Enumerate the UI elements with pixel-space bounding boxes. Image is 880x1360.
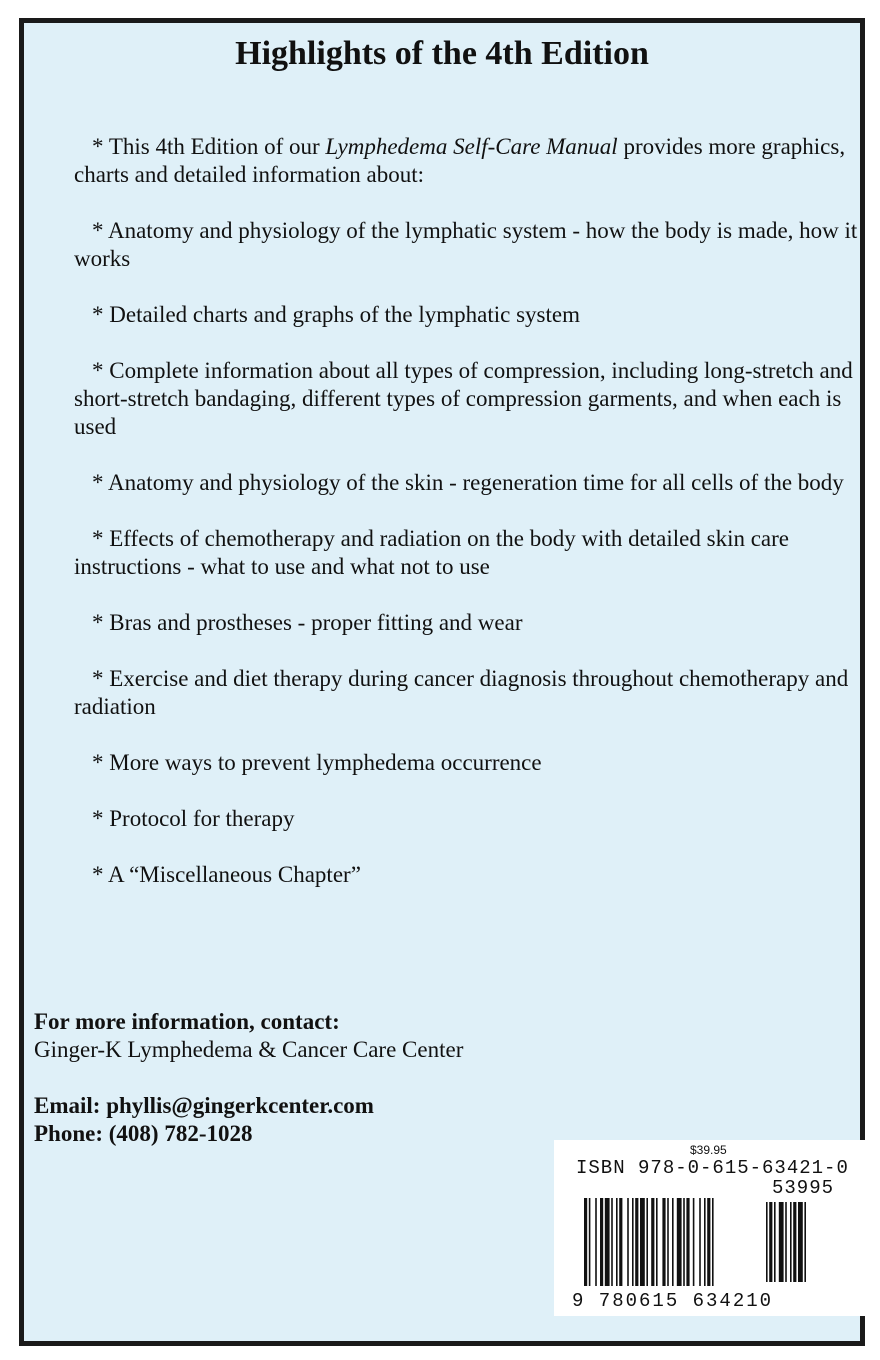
list-item: * This 4th Edition of our Lymphedema Self-Care Manual provides more graphics, charts and detailed information about:	[74, 134, 846, 187]
addon-code: 53995	[772, 1177, 835, 1199]
contact-organization: Ginger-K Lymphedema & Cancer Care Center	[34, 1037, 464, 1062]
isbn-label: ISBN 978-0-615-63421-0	[576, 1157, 849, 1179]
barcode-digits: 9 780615 634210	[572, 1290, 774, 1312]
list-item: * More ways to prevent lymphedema occurrence	[92, 750, 542, 775]
list-item: * Effects of chemotherapy and radiation on the body with detailed skin care instructions - what to use and what not to use	[74, 526, 790, 579]
book-back-cover	[19, 18, 865, 1346]
list-item: * Exercise and diet therapy during cancer diagnosis throughout chemotherapy and radiation	[74, 666, 849, 719]
list-item: * A “Miscellaneous Chapter”	[92, 862, 361, 887]
list-item: * Detailed charts and graphs of the lymphatic system	[92, 302, 580, 327]
list-item: * Anatomy and physiology of the lymphatic system - how the body is made, how it works	[74, 218, 858, 271]
price-label: $39.95	[690, 1143, 727, 1157]
contact-phone: Phone: (408) 782-1028	[34, 1121, 253, 1146]
contact-heading: For more information, contact:	[34, 1009, 340, 1034]
list-item: * Protocol for therapy	[92, 806, 295, 831]
isbn-barcode	[554, 1140, 869, 1316]
list-item: * Complete information about all types of compression, including long-stretch and short-stretch bandaging, different types of compression garments, and when each is used	[74, 358, 853, 439]
book-title-italic: Lymphedema Self-Care Manual	[325, 134, 618, 159]
contact-email: Email: phyllis@gingerkcenter.com	[34, 1093, 374, 1118]
highlights-list	[74, 133, 864, 889]
barcode-bars-icon	[584, 1198, 854, 1288]
contact-block	[34, 1008, 463, 1148]
list-item: * Bras and prostheses - proper fitting and wear	[92, 610, 523, 635]
cover-title: Highlights of the 4th Edition	[235, 35, 649, 72]
list-item: * Anatomy and physiology of the skin - regeneration time for all cells of the body	[92, 470, 844, 495]
